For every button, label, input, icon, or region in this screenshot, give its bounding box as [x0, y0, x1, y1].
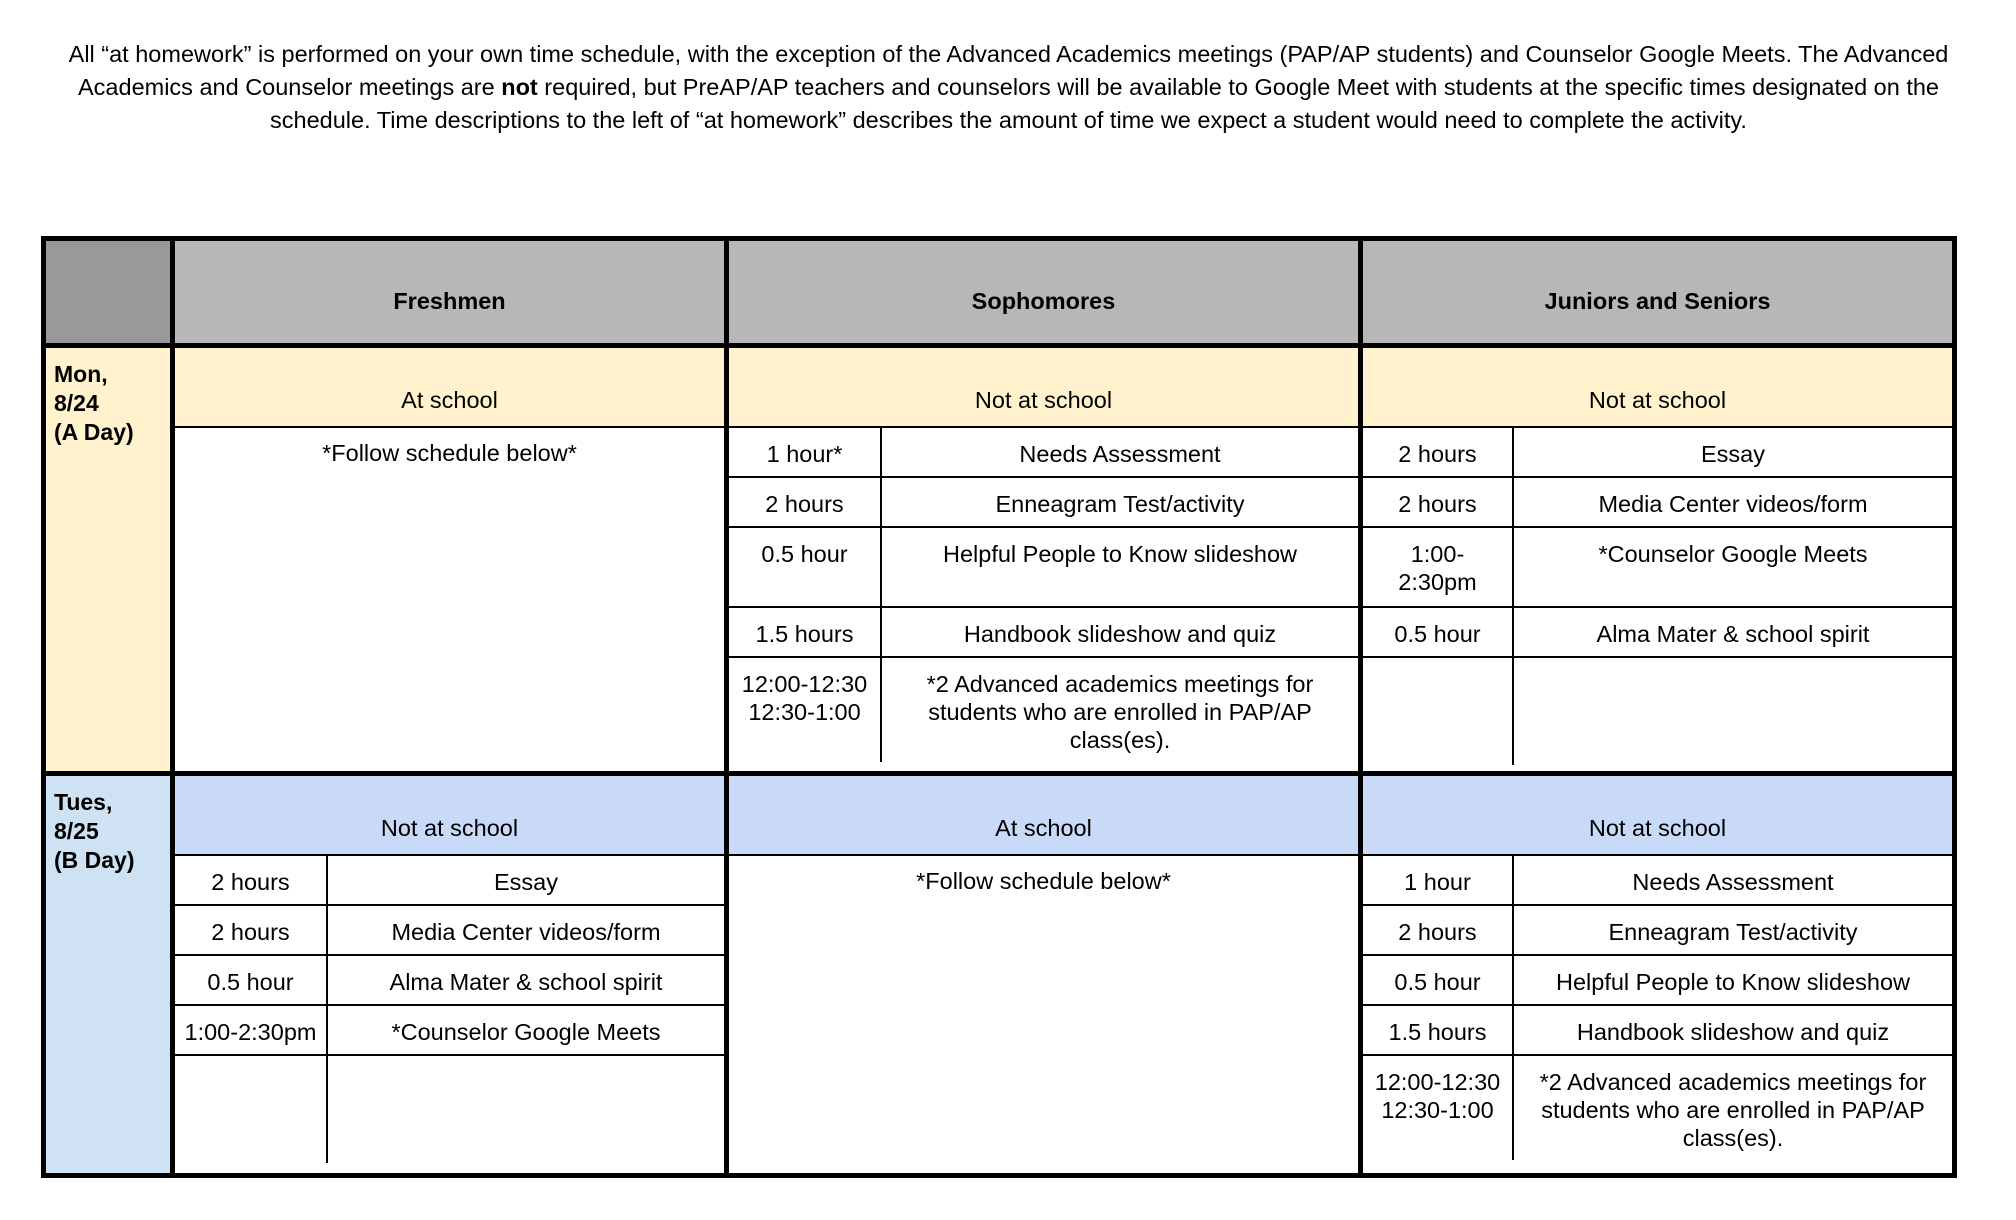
- activity-row: 2 hours Media Center videos/form: [1363, 477, 1952, 527]
- activity-table: [175, 856, 724, 1163]
- status-band: At school: [175, 348, 724, 428]
- status-band: Not at school: [175, 776, 724, 856]
- follow-schedule-note: *Follow schedule below*: [916, 868, 1171, 894]
- follow-schedule-note: *Follow schedule below*: [322, 440, 577, 466]
- day-label-tuesday: Tues, 8/25 (B Day): [44, 774, 173, 1176]
- activity-row: [175, 1055, 724, 1163]
- activity-row: [1363, 657, 1952, 765]
- intro-paragraph: [40, 38, 1977, 137]
- monday-freshmen-cell: [173, 346, 727, 774]
- tuesday-sophomores-cell: [727, 774, 1361, 1176]
- activity-row: 2 hours Enneagram Test/activity: [729, 477, 1358, 527]
- activity-row: 2 hours Essay: [175, 856, 724, 905]
- activity-row: 1:00-2:30pm *Counselor Google Meets: [1363, 527, 1952, 607]
- intro-text-2: required, but PreAP/AP teachers and counselors will be available to Google Meet with students at the specific times designated on the schedule. Time descriptions to the left of “at homework” describes the amount of time we expect a student would need to complete the activity.: [270, 74, 1939, 133]
- activity-row: 0.5 hour Helpful People to Know slideshow: [729, 527, 1358, 607]
- monday-juniors-cell: [1361, 346, 1955, 774]
- activity-row: 12:00-12:30 12:30-1:00 *2 Advanced academics meetings for students who are enrolled in PAP/AP class(es).: [1363, 1055, 1952, 1160]
- header-juniors-seniors: Juniors and Seniors: [1361, 239, 1955, 346]
- activity-table: [1363, 428, 1952, 765]
- activity-row: 0.5 hour Alma Mater & school spirit: [1363, 607, 1952, 657]
- header-sophomores: Sophomores: [727, 239, 1361, 346]
- activity-row: 2 hours Media Center videos/form: [175, 905, 724, 955]
- tuesday-juniors-cell: [1361, 774, 1955, 1176]
- header-freshmen: Freshmen: [173, 239, 727, 346]
- activity-row: 2 hours Essay: [1363, 428, 1952, 477]
- activity-table: [729, 428, 1358, 762]
- activity-row: 12:00-12:30 12:30-1:00 *2 Advanced academics meetings for students who are enrolled in PAP/AP class(es).: [729, 657, 1358, 762]
- monday-sophomores-cell: [727, 346, 1361, 774]
- schedule-table: [41, 236, 1957, 1178]
- activity-row: 0.5 hour Alma Mater & school spirit: [175, 955, 724, 1005]
- activity-row: 1:00-2:30pm *Counselor Google Meets: [175, 1005, 724, 1055]
- intro-bold-not: not: [501, 74, 538, 100]
- activity-table: [1363, 856, 1952, 1160]
- day-label-monday: Mon, 8/24 (A Day): [44, 346, 173, 774]
- day-row-tuesday: [44, 774, 1955, 1176]
- activity-row: 1 hour Needs Assessment: [1363, 856, 1952, 905]
- activity-row: 0.5 hour Helpful People to Know slideshow: [1363, 955, 1952, 1005]
- header-corner: [44, 239, 173, 346]
- activity-row: 1.5 hours Handbook slideshow and quiz: [729, 607, 1358, 657]
- status-band: Not at school: [1363, 776, 1952, 856]
- activity-row: 1 hour* Needs Assessment: [729, 428, 1358, 477]
- activity-row: 1.5 hours Handbook slideshow and quiz: [1363, 1005, 1952, 1055]
- header-row: [44, 239, 1955, 346]
- day-row-monday: [44, 346, 1955, 774]
- activity-row: 2 hours Enneagram Test/activity: [1363, 905, 1952, 955]
- tuesday-freshmen-cell: [173, 774, 727, 1176]
- status-band: At school: [729, 776, 1358, 856]
- intro-text-1: All “at homework” is performed on your own time schedule, with the exception of the Advanced Academics meetings (PAP/AP students) and Counselor Google Meets. The Advanced Academics and Counselor meetings are: [68, 41, 1949, 100]
- status-band: Not at school: [1363, 348, 1952, 428]
- status-band: Not at school: [729, 348, 1358, 428]
